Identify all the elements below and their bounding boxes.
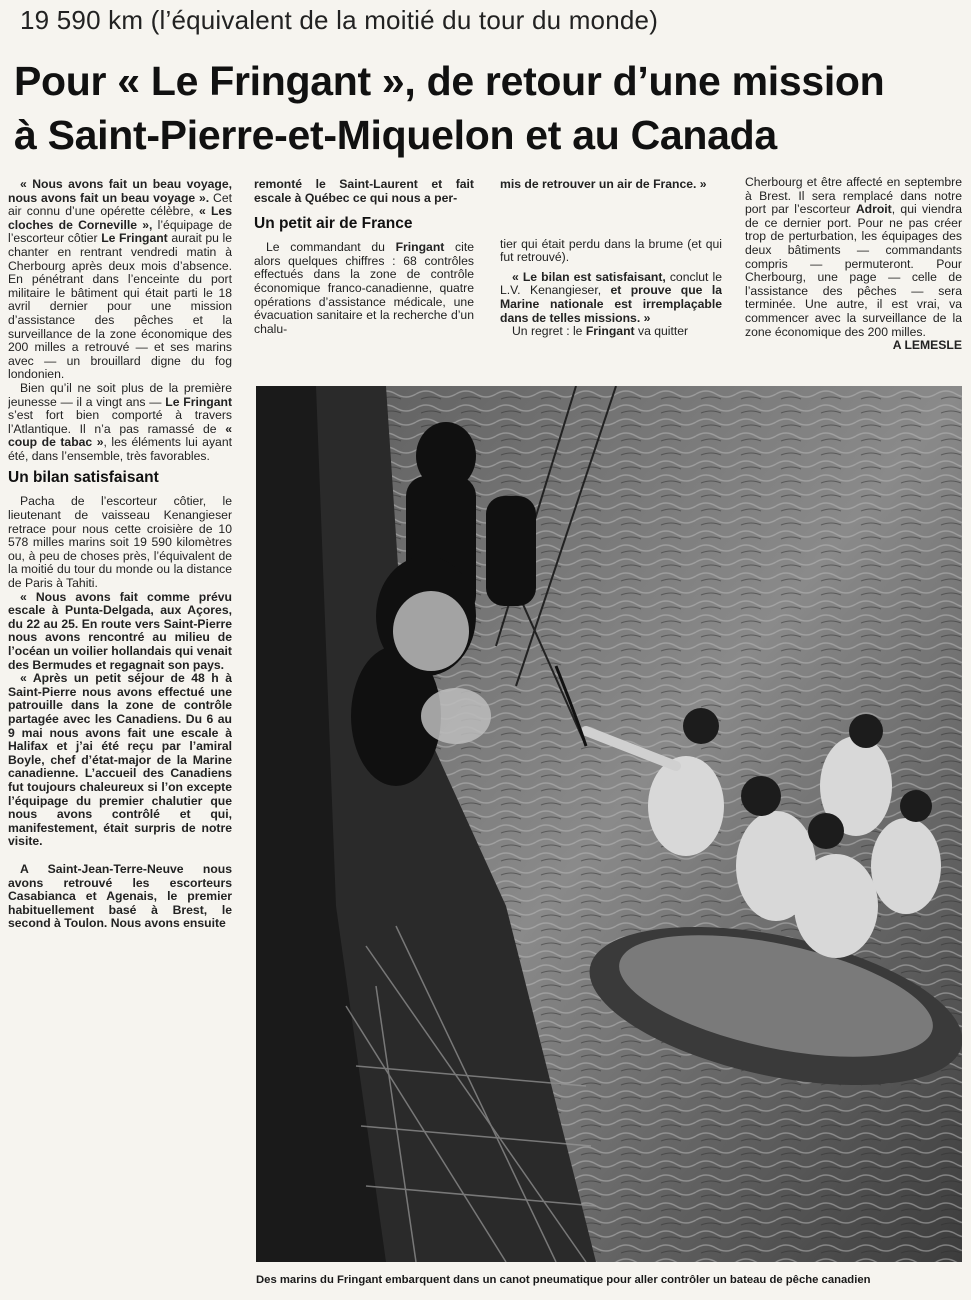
paragraph: Bien qu’il ne soit plus de la première jeunesse — il a vingt ans — Le Fringant s’est fort bien comporté à travers l’Atlantique. Il n’a pas ramassé de « coup de tabac », les éléments lui ayant été, dans l’ensemble, très favorables. [8, 380, 232, 463]
headline-line-1: Pour « Le Fringant », de retour d’une mission [14, 58, 885, 104]
paragraph: « Après un petit séjour de 48 h à Saint-Pierre nous avons effectué une patrouille dans la zone de contrôle partagée avec les Canadiens. Du 6 au 9 mai nous avons fait une escale à Halifax et j’ai été reçu par l’amiral Boyle, chef d’état-major de la Marine canadienne. L’accueil des Canadiens fut toujours chaleureux si l’on excepte l’équipage du premier chalutier que nous avons contrôlé et qui, manifestement, était surpris de notre visite. [8, 671, 232, 849]
photo-caption: Des marins du Fringant embarquent dans un canot pneumatique pour aller contrôler un bateau de pêche canadien [256, 1274, 871, 1286]
article-column-2 [254, 178, 474, 378]
article-column-3 [500, 178, 722, 378]
paragraph: remonté le Saint-Laurent et fait escale à Québec ce qui nous a per- [254, 178, 474, 205]
article-column-1 [8, 178, 232, 1018]
quote-lead: « Nous avons fait un beau voyage, nous avons fait un beau voyage ». [8, 178, 232, 205]
subheading: Un petit air de France [254, 215, 413, 233]
paragraph: tier qui était perdu dans la brume (et qui fut retrouvé). [500, 236, 722, 265]
article-column-4 [745, 176, 962, 380]
photo-image [256, 386, 962, 1262]
paragraph: Cherbourg et être affecté en septembre à Brest. Il sera remplacé dans notre port par l’escorteur Adroit, qui viendra de ce dernier port. Pour ne pas créer trop de perturbation, les équipages des deux bâtiments — commandants compris — permuteront. Pour Cherbourg, une page — celle de l’assistance des pêches — sera terminée. Une autre, il est vrai, va commencer avec la surveillance de la zone économique des 200 milles. [745, 176, 962, 339]
headline-line-2: à Saint-Pierre-et-Miquelon et au Canada [14, 112, 777, 158]
paragraph: « Le bilan est satisfaisant, conclut le L.V. Kenangieser, et prouve que la Marine nationale est irremplaçable dans de telles missions. » [500, 269, 722, 325]
article-signature: A LEMESLE [892, 338, 962, 353]
article-kicker: 19 590 km (l’équivalent de la moitié du tour du monde) [20, 5, 659, 35]
news-photograph [256, 386, 962, 1262]
paragraph: « Nous avons fait comme prévu escale à Punta-Delgada, aux Açores, du 22 au 25. En route vers Saint-Pierre nous avons rencontré au milieu de l’océan un voilier hollandais qui venait des Bermudes et regagnait son pays. [8, 589, 232, 672]
paragraph: « Nous avons fait un beau voyage, nous avons fait un beau voyage ». Cet air connu d’une opérette célèbre, « Les cloches de Corneville », l’équipage de l’escorteur côtier Le Fringant aurait pu le chanter en rentrant vendredi matin à Cherbourg après deux mois d’absence. En pénétrant dans l’enceinte du port militaire le bâtiment qui était parti le 18 avril dernier pour une mission d’assistance des pêches et la surveillance de la zone économique des 200 milles a retrouvé — et ses marins avec — un brouillard digne du fog londonien. [8, 178, 232, 382]
paragraph: mis de retrouver un air de France. » [500, 178, 707, 191]
paragraph: A Saint-Jean-Terre-Neuve nous avons retrouvé les escorteurs Casabianca et Agenais, le premier habituellement basé à Brest, le second à Toulon. Nous avons ensuite [8, 861, 232, 931]
paragraph: Un regret : le Fringant va quitter [512, 324, 689, 339]
subheading: Un bilan satisfaisant [8, 469, 159, 487]
article-headline [14, 54, 959, 162]
paragraph: Pacha de l’escorteur côtier, le lieutenant de vaisseau Kenangieser retrace pour nous cette croisière de 10 578 milles marins soit 19 590 kilomètres ou, à peu de choses près, l’équivalent de la moitié du tour du monde ou la distance de Paris à Tahiti. [8, 494, 232, 591]
paragraph: Le commandant du Fringant cite alors quelques chiffres : 68 contrôles effectués dans la zone de contrôle économique franco-canadienne, quatre opérations d’assistance médicale, une évacuation sanitaire et la recherche d’un chalu- [254, 240, 474, 336]
